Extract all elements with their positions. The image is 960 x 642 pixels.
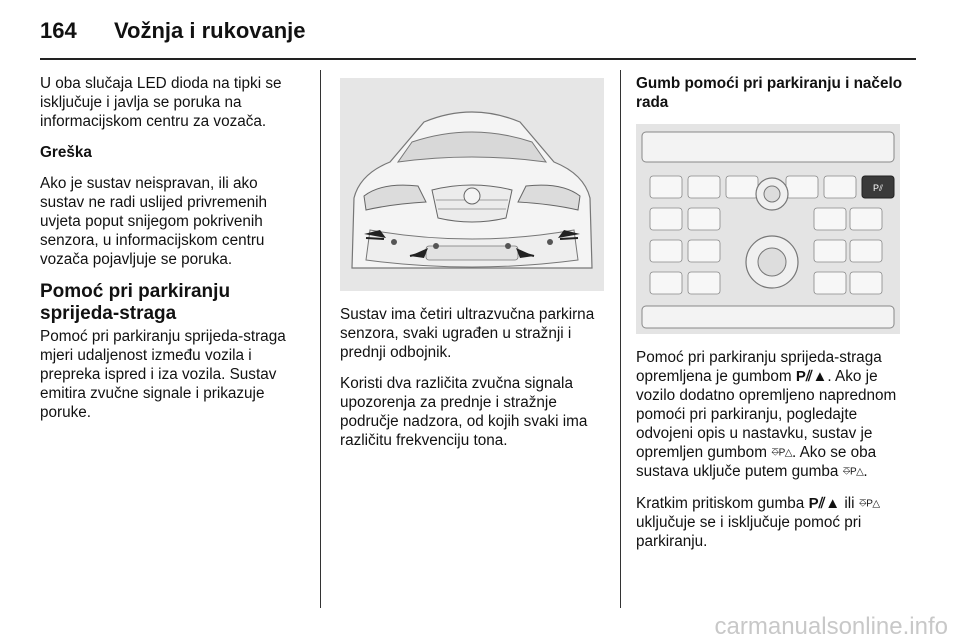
column-1 xyxy=(40,74,306,434)
button-section-heading: Gumb pomoći pri parkiranju i načelo rada xyxy=(636,75,903,111)
button-paragraph-1: Pomoć pri parkiranju sprijeda-straga opremljena je gumbom P⫽▲. Ako je vozilo dodatno opremljeno naprednom pomoći pri parkiranju, pogledajte odvojeni opis u nastavku, sustav je opremljen gumbom ⎑P△. Ako se oba sustava uključe putem gumba ⎑P△. xyxy=(636,349,897,481)
button-paragraph-2: Kratkim pritiskom gumba P⫽▲ ili ⎑P△ uključuje se i isključuje pomoć pri parkiranju. xyxy=(636,494,880,551)
sensor-paragraph: Sustav ima četiri ultrazvučna parkirna senzora, svaki ugrađen u stražnji i prednji odbojnik. xyxy=(340,306,595,361)
error-title: Greška xyxy=(40,144,92,161)
car-sensor-figure xyxy=(340,78,604,291)
section-text: Pomoć pri parkiranju sprijeda-straga mjeri udaljenost između vozila i prepreka ispred i iza vozila. Sustav emitira zvučne signale i prikazuje poruke. xyxy=(40,328,286,421)
column-divider-1 xyxy=(320,70,321,608)
advanced-parking-button-icon: ⎑P△ xyxy=(858,498,880,510)
parking-button-icon: P⫽▲ xyxy=(795,368,828,385)
intro-paragraph: U oba slučaja LED dioda na tipki se isključuje i javlja se poruka na informacijskom centru za vozača. xyxy=(40,75,282,130)
signal-paragraph: Koristi dva različita zvučna signala upozorenja za prednje i stražnje područje nadzora, od kojih svaki ima različitu frekvenciju tona. xyxy=(340,375,588,449)
parking-button-icon: P⫽▲ xyxy=(808,494,841,512)
column-2 xyxy=(340,74,604,462)
dashboard-panel-figure xyxy=(636,124,900,334)
panel-parking-button-label: P⫽ xyxy=(872,183,884,193)
header-rule xyxy=(40,58,916,60)
chapter-title: Vožnja i rukovanje xyxy=(114,18,306,43)
error-text: Ako je sustav neispravan, ili ako sustav ne radi uslijed privremenih uvjeta poput snijegom pokrivenih senzora, u informacijskom centru vozača pojavljuje se poruka. xyxy=(40,175,268,268)
section-title: Pomoć pri parkiranju sprijeda-straga xyxy=(40,281,231,324)
column-3 xyxy=(636,74,906,563)
column-divider-2 xyxy=(620,70,621,608)
advanced-parking-button-icon: ⎑P△ xyxy=(771,447,792,459)
advanced-parking-button-icon: ⎑P△ xyxy=(842,466,864,478)
page-number: 164 xyxy=(40,18,77,43)
watermark: carmanualsonline.info xyxy=(714,613,948,640)
